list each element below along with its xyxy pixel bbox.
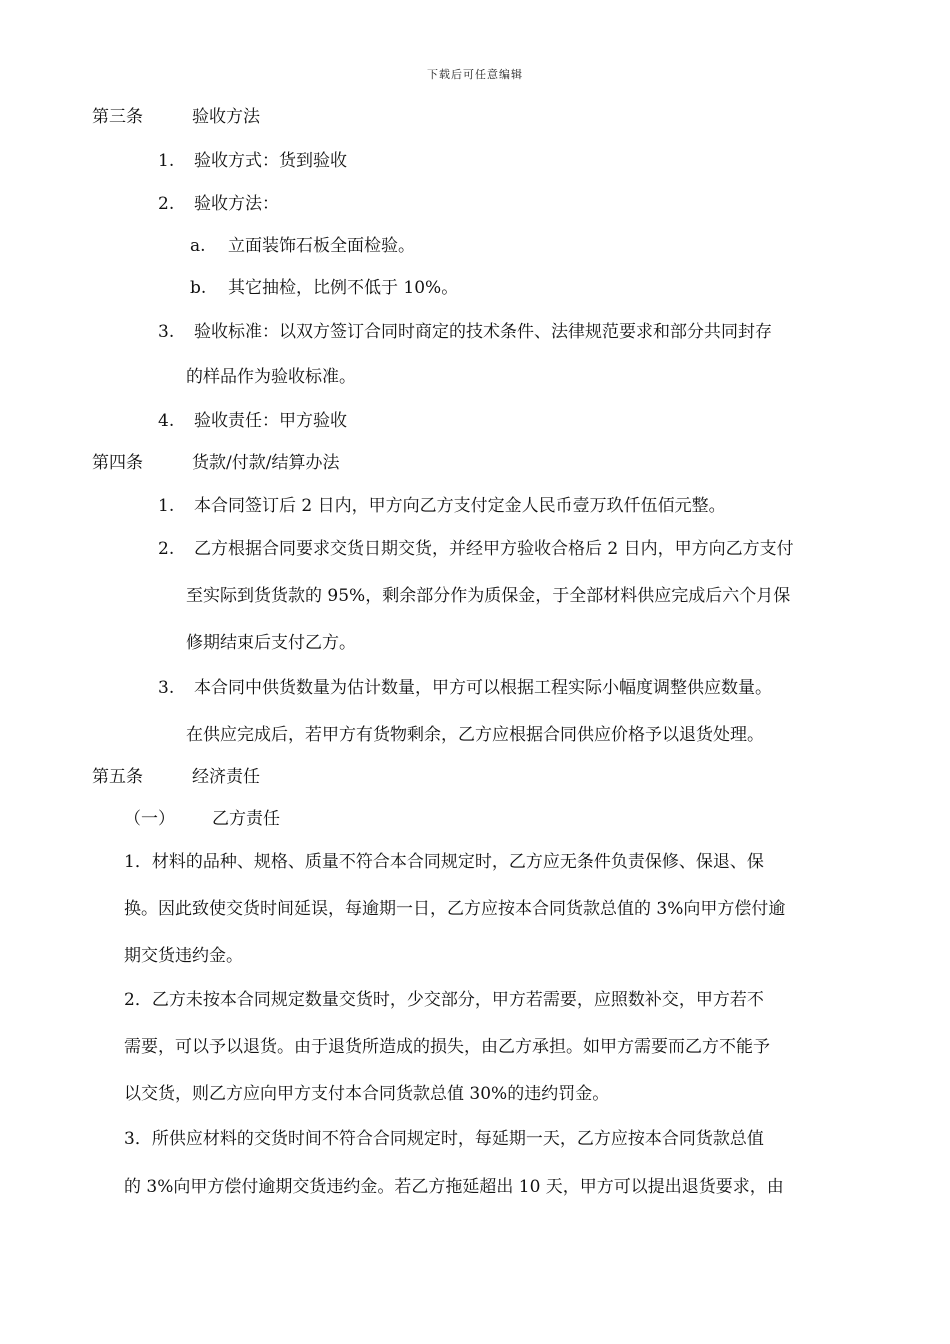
item-number: 3. [158, 322, 175, 342]
list-item [158, 677, 772, 699]
list-item [158, 150, 347, 172]
paragraph-line: 2．乙方未按本合同规定数量交货时，少交部分，甲方若需要，应照数补交，甲方若不 [124, 990, 764, 1010]
section-number: 第三条 [92, 107, 143, 127]
subsection-heading [124, 808, 280, 830]
subsection-number: （一） [124, 809, 175, 829]
item-number: 1. [158, 496, 175, 516]
subsection-title: 乙方责任 [212, 809, 280, 829]
list-item [158, 495, 726, 517]
section-heading-5 [92, 766, 260, 788]
item-number: 4. [158, 411, 175, 431]
item-number: 3. [158, 678, 175, 698]
item-number: 2. [158, 194, 175, 214]
item-number: 2. [158, 539, 175, 559]
item-text: 验收标准：以双方签订合同时商定的技术条件、法律规范要求和部分共同封存 [194, 322, 772, 342]
item-text: 立面装饰石板全面检验。 [228, 236, 415, 256]
item-text: 验收方式：货到验收 [194, 151, 347, 171]
list-item [158, 193, 279, 215]
section-title: 验收方法 [192, 107, 260, 127]
item-continuation: 的样品作为验收标准。 [186, 367, 356, 387]
list-item [158, 410, 347, 432]
item-text: 本合同签订后 2 日内，甲方向乙方支付定金人民币壹万玖仟伍佰元整。 [194, 496, 726, 516]
section-title: 货款/付款/结算办法 [192, 453, 340, 473]
section-number: 第四条 [92, 453, 143, 473]
section-heading-4 [92, 452, 339, 474]
item-text: 验收责任：甲方验收 [194, 411, 347, 431]
item-continuation: 修期结束后支付乙方。 [186, 633, 356, 653]
paragraph-line: 1．材料的品种、规格、质量不符合本合同规定时，乙方应无条件负责保修、保退、保 [124, 852, 764, 872]
page-header: 下载后可任意编辑 [427, 68, 523, 81]
list-item [158, 321, 772, 343]
paragraph-line: 以交货，则乙方应向甲方支付本合同货款总值 30%的违约罚金。 [124, 1084, 610, 1104]
item-number: 1. [158, 151, 175, 171]
section-heading-3 [92, 106, 260, 128]
section-title: 经济责任 [192, 767, 260, 787]
item-continuation: 至实际到货货款的 95%，剩余部分作为质保金，于全部材料供应完成后六个月保 [186, 586, 791, 606]
section-number: 第五条 [92, 767, 143, 787]
item-label: a. [190, 236, 206, 256]
item-text: 本合同中供货数量为估计数量，甲方可以根据工程实际小幅度调整供应数量。 [194, 678, 772, 698]
item-continuation: 在供应完成后，若甲方有货物剩余，乙方应根据合同供应价格予以退货处理。 [186, 725, 764, 745]
item-text: 验收方法： [194, 194, 279, 214]
sub-list-item [190, 235, 415, 257]
paragraph-line: 期交货违约金。 [124, 946, 243, 966]
list-item [158, 538, 794, 560]
paragraph-line: 换。因此致使交货时间延误，每逾期一日，乙方应按本合同货款总值的 3%向甲方偿付逾 [124, 899, 786, 919]
item-text: 其它抽检，比例不低于 10%。 [228, 278, 459, 298]
paragraph-line: 的 3%向甲方偿付逾期交货违约金。若乙方拖延超出 10 天，甲方可以提出退货要求，由 [124, 1177, 784, 1197]
item-text: 乙方根据合同要求交货日期交货，并经甲方验收合格后 2 日内，甲方向乙方支付 [194, 539, 794, 559]
paragraph-line: 3．所供应材料的交货时间不符合合同规定时，每延期一天，乙方应按本合同货款总值 [124, 1129, 764, 1149]
sub-list-item [190, 277, 458, 299]
item-label: b. [190, 278, 207, 298]
paragraph-line: 需要，可以予以退货。由于退货所造成的损失，由乙方承担。如甲方需要而乙方不能予 [124, 1037, 770, 1057]
